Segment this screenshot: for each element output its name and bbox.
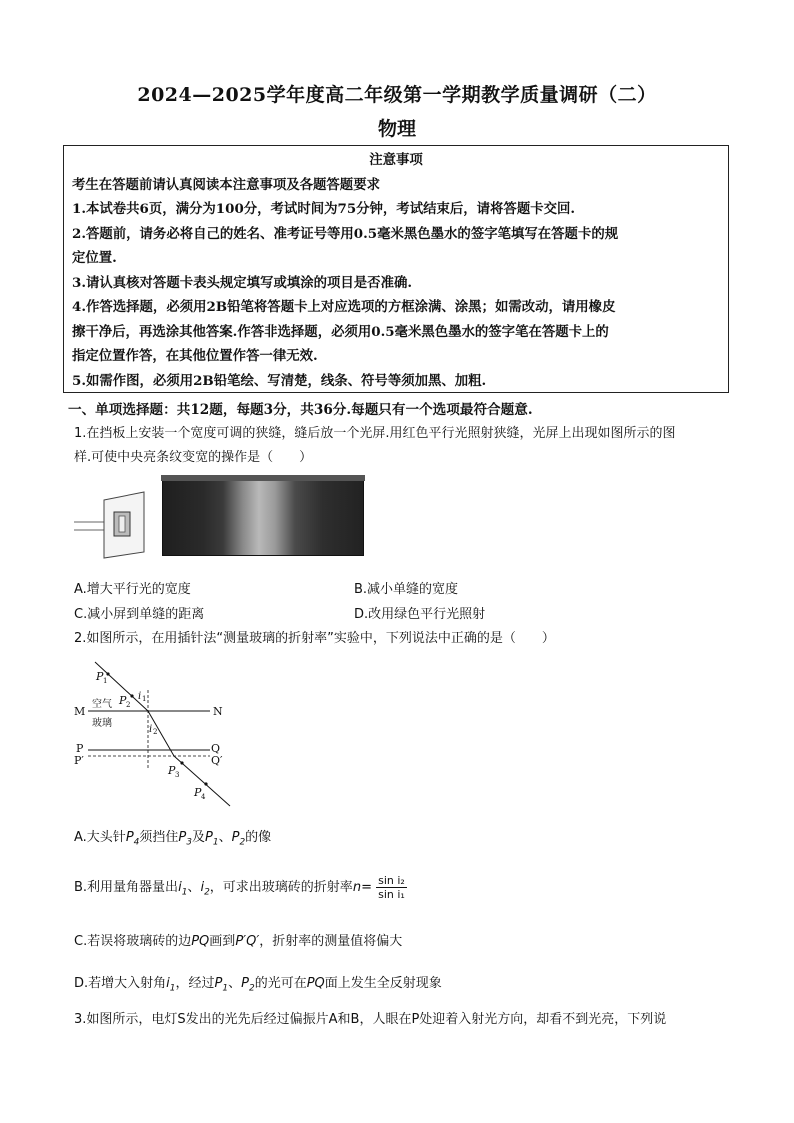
label-p: P bbox=[76, 742, 84, 755]
label-p2: P bbox=[119, 694, 127, 707]
label-air: 空气 bbox=[92, 699, 112, 710]
q2-option-a[interactable]: A.大头针$P_4$须挡住$P_3$及$P_1$、$P_2$的像 bbox=[74, 830, 272, 848]
svg-text:4: 4 bbox=[201, 793, 206, 801]
svg-text:2: 2 bbox=[153, 728, 158, 736]
refraction-diagram bbox=[70, 660, 250, 810]
q2-option-c[interactable]: C.若误将玻璃砖的边PQ画到P′Q′，折射率的测量值将偏大 bbox=[74, 934, 403, 949]
q1-option-b[interactable]: B.减小单缝的宽度 bbox=[354, 582, 459, 597]
q2a-text: 须挡住 bbox=[139, 830, 179, 845]
label-p4: P bbox=[194, 786, 202, 799]
diffraction-pattern-image bbox=[162, 476, 364, 556]
subject-title: 物理 bbox=[377, 118, 416, 140]
q2a-text: A.大头针 bbox=[74, 830, 126, 845]
notice-line: 2.答题前，请务必将自己的姓名、准考证号等用0.5毫米黑色墨水的签字笔填写在答题卡的规 bbox=[72, 225, 619, 242]
q2-option-d[interactable]: D.若增大入射角$i_1$，经过$P_1$、$P_2$的光可在PQ面上发生全反射现象 bbox=[74, 976, 442, 994]
notice-line: 5.如需作图，必须用2B铅笔绘、写清楚，线条、符号等须加黑、加粗. bbox=[72, 372, 487, 389]
label-p-prime: P′ bbox=[74, 754, 84, 767]
exam-title: 2024—2025学年度高二年级第一学期教学质量调研（二） bbox=[137, 84, 657, 106]
notice-line: 考生在答题前请认真阅读本注意事项及各题答题要求 bbox=[72, 176, 380, 193]
svg-text:1: 1 bbox=[142, 695, 147, 703]
q2b-text: B.利用量角器量出 bbox=[74, 880, 179, 895]
notice-heading: 注意事项 bbox=[369, 152, 423, 168]
q1-stem-line2: 样.可使中央亮条纹变宽的操作是（ ） bbox=[74, 450, 313, 465]
label-glass: 玻璃 bbox=[92, 718, 112, 729]
q1-option-a[interactable]: A.增大平行光的宽度 bbox=[74, 582, 191, 597]
q2-option-b[interactable]: B.利用量角器量出$i_1$、$i_2$，可求出玻璃砖的折射率n= $\frac{\text{sin i₂}}{\text{sin i₁}}$ bbox=[74, 874, 405, 901]
label-p3: P bbox=[168, 764, 176, 777]
label-q: Q bbox=[211, 742, 221, 755]
label-i2: i bbox=[149, 724, 153, 735]
q2c-text: ，折射率的测量值将偏大 bbox=[259, 934, 403, 949]
q1-option-c[interactable]: C.减小屏到单缝的距离 bbox=[74, 607, 205, 622]
notice-line: 3.请认真核对答题卡表头规定填写或填涂的项目是否准确. bbox=[72, 274, 413, 291]
q2c-text: C.若误将玻璃砖的边 bbox=[74, 934, 192, 949]
q2a-text: 、 bbox=[218, 830, 232, 845]
notice-line: 擦干净后，再选涂其他答案.作答非选择题，必须用0.5毫米黑色墨水的签字笔在答题卡上的 bbox=[72, 323, 609, 340]
notice-line: 1.本试卷共6页，满分为100分，考试时间为75分钟，考试结束后，请将答题卡交回. bbox=[72, 201, 576, 217]
q1-option-d[interactable]: D.改用绿色平行光照射 bbox=[354, 607, 486, 622]
q2d-text: D.若增大入射角 bbox=[74, 976, 167, 991]
notice-box bbox=[63, 145, 729, 393]
label-n: N bbox=[213, 705, 223, 718]
section-heading: 一、单项选择题：共12题，每题3分，共36分.每题只有一个选项最符合题意. bbox=[68, 402, 533, 418]
label-i1: i bbox=[138, 691, 142, 702]
q2b-text: 、 bbox=[187, 880, 201, 895]
q2a-text: 及 bbox=[191, 830, 205, 845]
svg-text:1: 1 bbox=[103, 677, 108, 685]
q2d-text: 面上发生全反射现象 bbox=[324, 976, 442, 991]
label-m: M bbox=[74, 705, 86, 718]
q2-stem: 2.如图所示，在用插针法“测量玻璃的折射率”实验中，下列说法中正确的是（ ） bbox=[74, 631, 555, 646]
notice-line: 定位置. bbox=[72, 250, 117, 266]
q2d-text: 、 bbox=[228, 976, 242, 991]
q2b-text: ，可求出玻璃砖的折射率 bbox=[209, 880, 353, 895]
notice-line: 4.作答选择题，必须用2B铅笔将答题卡上对应选项的方框涂满、涂黑；如需改动，请用橡皮 bbox=[72, 299, 616, 315]
refractive-index-formula: $\frac{\text{sin i₂}}{\text{sin i₁}}$ bbox=[378, 874, 405, 901]
q3-stem-line1: 3.如图所示，电灯S发出的光先后经过偏振片A和B，人眼在P处迎着入射光方向，却看不到光亮，下列说 bbox=[74, 1012, 667, 1027]
q2a-text: 的像 bbox=[245, 830, 272, 845]
q1-stem-line1: 1.在挡板上安装一个宽度可调的狭缝，缝后放一个光屏.用红色平行光照射狭缝，光屏上出现如图所示的图 bbox=[74, 426, 676, 441]
label-q-prime: Q′ bbox=[211, 754, 223, 767]
q2d-text: 的光可在 bbox=[254, 976, 307, 991]
svg-text:3: 3 bbox=[175, 771, 180, 779]
q2d-text: ，经过 bbox=[175, 976, 215, 991]
slit-plate-illustration bbox=[74, 490, 154, 560]
q2c-text: 画到 bbox=[209, 934, 236, 949]
notice-line: 指定位置作答，在其他位置作答一律无效. bbox=[72, 348, 318, 364]
var-p4: $P_4$ bbox=[125, 830, 140, 848]
svg-text:2: 2 bbox=[126, 701, 131, 709]
label-p1: P bbox=[96, 670, 104, 683]
